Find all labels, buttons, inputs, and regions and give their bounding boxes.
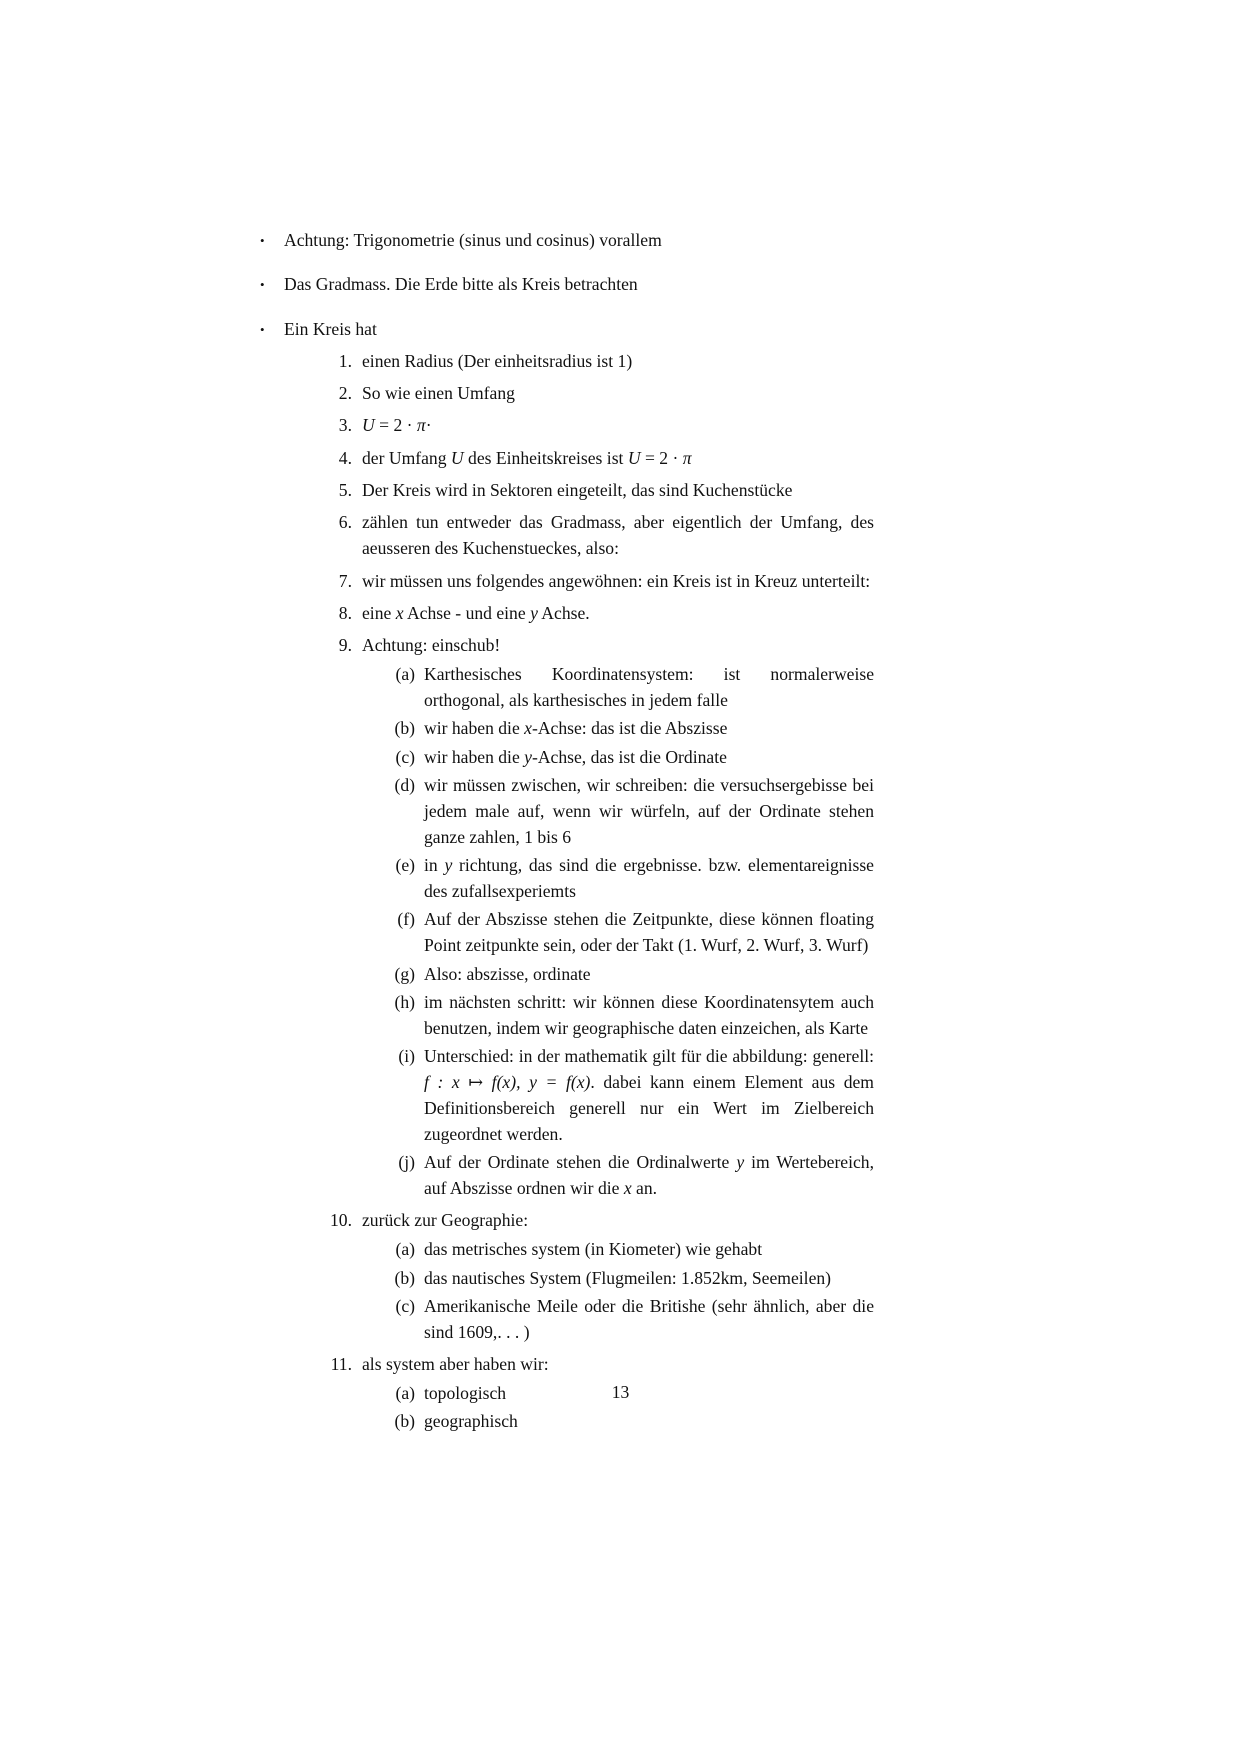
- table-row: [322, 1208, 874, 1345]
- list-item-text: Karthesisches Koordinatensystem: ist normalerweise orthogonal, als karthesisches in jedem falle: [424, 664, 874, 711]
- top-level-bullet-list: [256, 228, 874, 1435]
- bullet-icon: •: [260, 321, 265, 337]
- list-item-text: [424, 1046, 874, 1144]
- list-item-text: Ein Kreis hat: [284, 318, 377, 339]
- list-item-text: Der Kreis wird in Sektoren eingeteilt, das sind Kuchenstücke: [362, 480, 793, 501]
- list-item-text: einen Radius (Der einheitsradius ist 1): [362, 350, 633, 371]
- text-suffix: -Achse: das ist die Abszisse: [531, 718, 728, 739]
- list-item-text: [424, 855, 874, 901]
- math-variable-x: x: [524, 718, 532, 739]
- list-marker: (b): [394, 1267, 415, 1288]
- math-cdot: ·: [402, 415, 417, 436]
- list-marker: (c): [395, 1295, 415, 1316]
- list-item: [382, 1237, 874, 1263]
- list-marker: (a): [395, 1383, 415, 1404]
- list-marker: (i): [398, 1046, 415, 1067]
- math-variable-y: y: [444, 855, 453, 876]
- list-marker: 2.: [338, 382, 352, 403]
- text-prefix: in: [424, 855, 445, 876]
- list-item-text: [362, 448, 692, 468]
- list-item-text: [362, 603, 590, 623]
- list-item-text: wir müssen zwischen, wir schreiben: die versuchsergebisse bei jedem male auf, wenn wir würfeln, auf der Ordinate stehen ganze zahlen, 1 bis 6: [424, 775, 874, 847]
- text-prefix: wir haben die: [424, 746, 525, 767]
- text-middle: Achse - und eine: [403, 602, 531, 623]
- table-row: [322, 413, 874, 439]
- text-prefix: wir haben die: [424, 718, 525, 739]
- text-tail: . dabei kann einem Element aus dem Definitionsbereich generell nur ein Wert im Zielbereich zugeordnet werden.: [424, 1072, 874, 1144]
- list-item: [382, 853, 874, 905]
- table-row: [322, 601, 874, 627]
- text-middle: des Einheitskreises ist: [463, 447, 628, 468]
- list-marker: (g): [394, 963, 415, 984]
- list-item-text: Also: abszisse, ordinate: [424, 963, 591, 984]
- math-expression-unit-circle: [628, 448, 692, 468]
- list-marker: 7.: [338, 570, 352, 591]
- text-middle: im Wertebereich, auf Abszisse ordnen wir die: [424, 1152, 874, 1198]
- list-marker: 9.: [338, 635, 352, 656]
- list-marker: 10.: [330, 1210, 352, 1231]
- table-row: [322, 510, 874, 562]
- math-expression-mapping: f : x ↦ f(x), y = f(x): [424, 1072, 591, 1093]
- math-variable-x: x: [623, 1178, 632, 1198]
- text-lead: Unterschied: in der mathematik gilt für die abbildung: generell:: [424, 1046, 874, 1067]
- list-item: [256, 317, 874, 1436]
- list-item: [382, 1294, 874, 1346]
- list-item: [382, 1409, 874, 1435]
- math-equals: =: [374, 415, 394, 436]
- list-item-text: zählen tun entweder das Gradmass, aber eigentlich der Umfang, des aeusseren des Kuchenstueckes, also:: [362, 512, 874, 559]
- list-marker: (j): [398, 1152, 415, 1173]
- table-row: [322, 446, 874, 472]
- list-item: [382, 662, 874, 714]
- list-item: [382, 907, 874, 959]
- math-equals-two-cdot: = 2 ·: [640, 447, 683, 468]
- list-item-text: das metrisches system (in Kiometer) wie gehabt: [424, 1239, 763, 1260]
- list-item-text: [424, 1152, 874, 1198]
- list-item: [382, 990, 874, 1042]
- list-item-text: So wie einen Umfang: [362, 382, 515, 403]
- table-row: [322, 569, 874, 595]
- list-item-text: Amerikanische Meile oder die Britishe (sehr ähnlich, aber die sind 1609,. . . ): [424, 1295, 874, 1342]
- text-prefix: der Umfang: [362, 447, 451, 468]
- text-suffix: Achse.: [537, 602, 590, 623]
- list-item-text: als system aber haben wir:: [362, 1354, 549, 1375]
- list-marker: 1.: [338, 350, 352, 371]
- list-item: [256, 228, 874, 254]
- math-variable-U: U: [450, 447, 464, 468]
- list-marker: 11.: [330, 1354, 352, 1375]
- text-suffix: an.: [631, 1178, 658, 1198]
- list-item: [382, 962, 874, 988]
- list-marker: 3.: [338, 415, 352, 436]
- table-row: [322, 349, 874, 375]
- list-item-text: geographisch: [424, 1411, 518, 1432]
- list-item-text: Auf der Abszisse stehen die Zeitpunkte, diese können floating Point zeitpunkte sein, oder der Takt (1. Wurf, 2. Wurf, 3. Wurf): [424, 909, 874, 956]
- bullet-icon: •: [260, 277, 265, 293]
- numbered-list: [284, 349, 874, 1436]
- bullet-icon: •: [260, 233, 265, 248]
- table-row: [322, 633, 874, 1202]
- list-item: [382, 1266, 874, 1292]
- list-marker: (h): [394, 991, 415, 1012]
- math-expression-circumference: [362, 415, 432, 435]
- list-item: [256, 272, 874, 298]
- list-marker: 5.: [338, 480, 352, 501]
- list-item-text: topologisch: [424, 1383, 507, 1404]
- list-marker: 8.: [338, 602, 352, 623]
- list-item-text: Achtung: einschub!: [362, 635, 501, 656]
- lettered-sublist-item10: [362, 1237, 874, 1345]
- list-item-text: zurück zur Geographie:: [362, 1210, 529, 1231]
- lettered-sublist-item9: [362, 662, 874, 1202]
- math-variable-y: y: [524, 746, 532, 767]
- list-marker: (f): [397, 909, 415, 930]
- list-marker: (c): [395, 746, 415, 767]
- list-marker: (a): [395, 664, 415, 685]
- math-number-two: 2: [393, 415, 403, 436]
- math-trailing-dot: ·: [425, 415, 432, 436]
- list-marker: (d): [394, 775, 415, 796]
- list-item-text: Achtung: Trigonometrie (sinus und cosinus) vorallem: [284, 230, 662, 250]
- text-prefix: Auf der Ordinate stehen die Ordinalwerte: [424, 1152, 737, 1173]
- math-variable-U: U: [362, 415, 375, 436]
- math-variable-y: y: [530, 602, 538, 623]
- page-content: [256, 228, 874, 1454]
- math-variable-y: y: [736, 1152, 745, 1173]
- list-item-text: [424, 718, 727, 738]
- list-marker: 6.: [338, 512, 352, 533]
- math-pi: π: [416, 415, 426, 436]
- list-item: [382, 1150, 874, 1202]
- list-item-text: [424, 747, 727, 767]
- list-item: [382, 773, 874, 851]
- list-marker: (e): [395, 855, 415, 876]
- text-suffix: -Achse, das ist die Ordinate: [531, 746, 727, 767]
- list-item-text: Das Gradmass. Die Erde bitte als Kreis betrachten: [284, 274, 638, 295]
- text-prefix: eine: [362, 602, 396, 623]
- list-marker: (b): [394, 1411, 415, 1432]
- math-pi: π: [682, 447, 692, 468]
- page-number: 13: [611, 1382, 630, 1402]
- math-variable-U: U: [627, 447, 641, 468]
- list-marker: (b): [394, 718, 415, 739]
- list-item: [382, 745, 874, 771]
- math-variable-x: x: [395, 602, 404, 623]
- text-suffix: richtung, das sind die ergebnisse. bzw. elementareignisse des zufallsexperiemts: [424, 855, 874, 902]
- list-item: [382, 1044, 874, 1147]
- table-row: [322, 381, 874, 407]
- list-marker: 4.: [338, 447, 352, 468]
- table-row: [322, 478, 874, 504]
- list-item-text: das nautisches System (Flugmeilen: 1.852km, Seemeilen): [424, 1267, 832, 1288]
- list-marker: (a): [395, 1239, 415, 1260]
- list-item-text: wir müssen uns folgendes angewöhnen: ein Kreis ist in Kreuz unterteilt:: [362, 570, 871, 591]
- list-item-text: im nächsten schritt: wir können diese Koordinatensytem auch benutzen, indem wir geographische daten einzeichen, als Karte: [424, 991, 874, 1038]
- list-item: [382, 716, 874, 742]
